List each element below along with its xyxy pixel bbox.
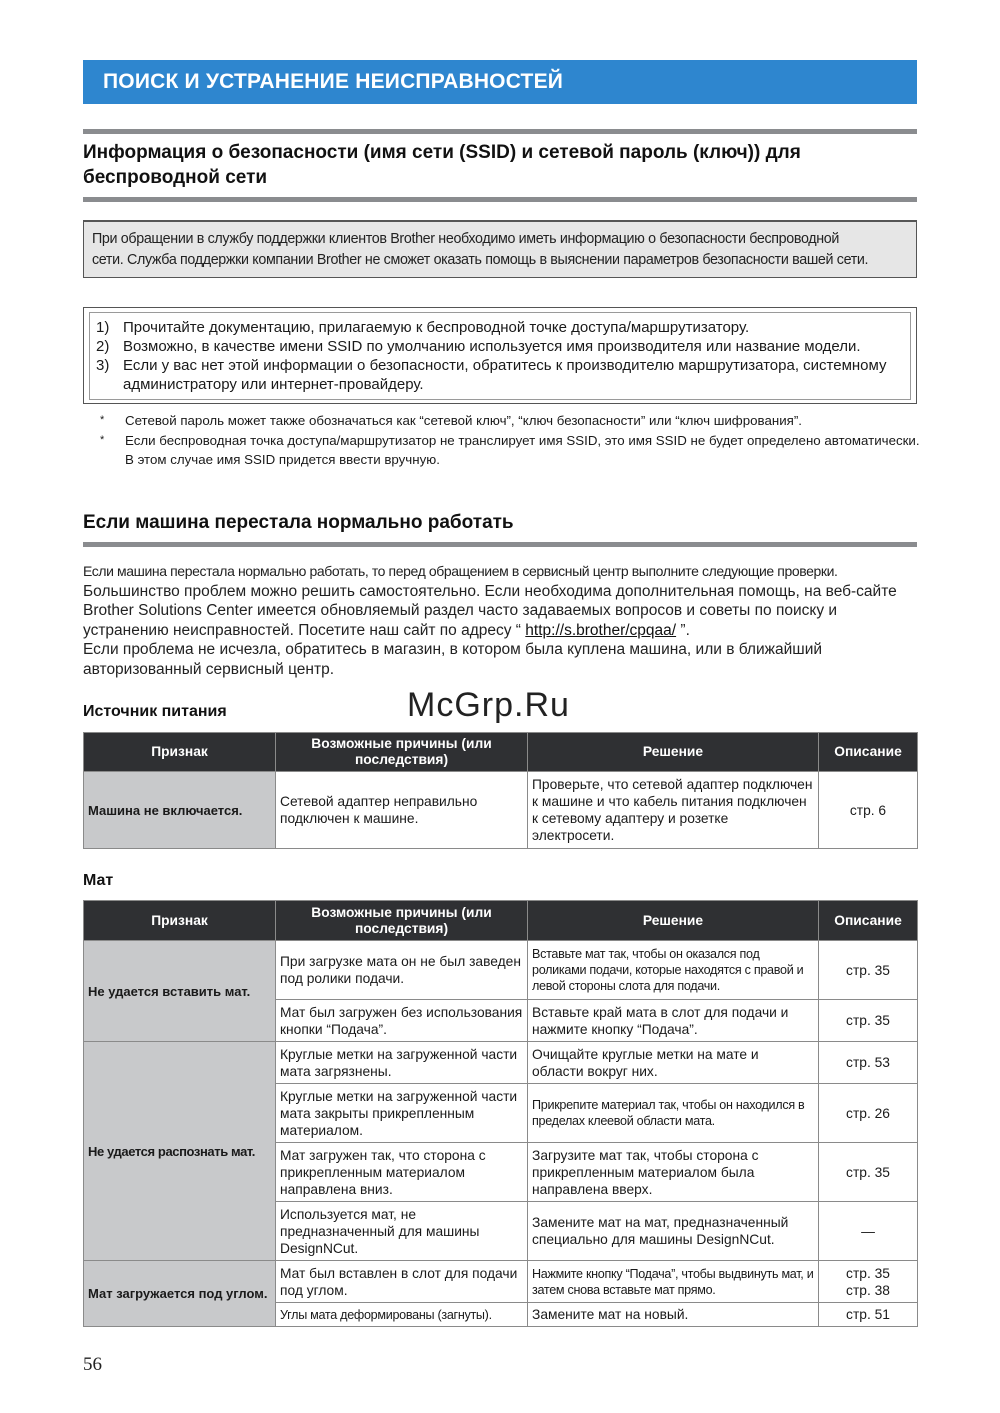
cause-cell: Используется мат, не предназначенный для машины DesignNCut. [276, 1202, 528, 1261]
ref-cell: стр. 26 [819, 1084, 918, 1143]
divider [83, 542, 917, 547]
ref-cell: стр. 51 [819, 1303, 918, 1327]
step-item [96, 337, 904, 356]
section-title-security [83, 140, 917, 190]
section-title-line: беспроводной сети [83, 167, 268, 188]
step-number: 3) [96, 357, 110, 374]
ref-cell: стр. 35 [819, 941, 918, 1000]
step-text: Если у вас нет этой информации о безопасности, обратитесь к производителю маршрутизатора, системному администратору или интернет-провайдеру. [123, 357, 887, 393]
footnotes [100, 411, 920, 470]
divider [83, 129, 917, 134]
table-row [84, 1261, 918, 1303]
solution-cell: Вставьте край мата в слот для подачи и нажмите кнопку “Подача”. [528, 1000, 819, 1042]
step-text: Возможно, в качестве имени SSID по умолчанию используется имя производителя или название модели. [123, 338, 861, 355]
header-cause: Возможные причины (или последствия) [276, 733, 528, 772]
watermark: McGrp.Ru [407, 686, 570, 724]
notice-box [83, 220, 917, 278]
support-link[interactable]: http://s.brother/cpqaa/ [525, 621, 677, 639]
cause-cell: Мат был загружен без использования кнопки “Подача”. [276, 1000, 528, 1042]
subsection-title-mat: Мат [83, 872, 114, 889]
step-number: 2) [96, 338, 110, 355]
ref-cell: стр. 35 [819, 1000, 918, 1042]
power-table [83, 732, 918, 849]
intro-line [83, 582, 923, 641]
cause-cell: Круглые метки на загруженной части мата загрязнены. [276, 1042, 528, 1084]
footnote-text: Если беспроводная точка доступа/маршрутизатор не транслирует имя SSID, это имя SSID не будет определено автоматически. В этом случае имя SSID придется ввести вручную. [125, 433, 920, 467]
header-symptom: Признак [84, 901, 276, 941]
ref-value: стр. 35 [846, 1265, 890, 1281]
footnote-mark: * [100, 434, 105, 446]
intro-line: Если машина перестала нормально работать, то перед обращением в сервисный центр выполните следующие проверки. [83, 563, 838, 579]
intro-paragraph [83, 562, 923, 679]
solution-cell: Вставьте мат так, чтобы он оказался под роликами подачи, которые находятся с правой и левой стороны слота для подачи. [528, 941, 819, 1000]
ref-cell [819, 1261, 918, 1303]
page-number: 56 [83, 1354, 102, 1375]
footnote [100, 411, 920, 430]
header-cause: Возможные причины (или последствия) [276, 901, 528, 941]
header-ref: Описание [819, 901, 918, 941]
cause-cell: Углы мата деформированы (загнуты). [276, 1303, 528, 1327]
ref-cell: стр. 6 [819, 772, 918, 849]
step-item [96, 318, 904, 337]
cause-cell: Мат загружен так, что сторона с прикрепленным материалом направлена вниз. [276, 1143, 528, 1202]
step-item [96, 356, 904, 394]
symptom-cell: Машина не включается. [84, 772, 276, 849]
solution-cell: Замените мат на мат, предназначенный специально для машины DesignNCut. [528, 1202, 819, 1261]
cause-cell: Сетевой адаптер неправильно подключен к машине. [276, 772, 528, 849]
step-number: 1) [96, 319, 110, 336]
table-row [84, 1042, 918, 1084]
solution-cell: Очищайте круглые метки на мате и области вокруг них. [528, 1042, 819, 1084]
solution-cell: Нажмите кнопку “Подача”, чтобы выдвинуть мат, и затем снова вставьте мат прямо. [528, 1261, 819, 1303]
ref-cell: — [819, 1202, 918, 1261]
symptom-cell: Не удается вставить мат. [84, 941, 276, 1042]
header-ref: Описание [819, 733, 918, 772]
solution-cell: Прикрепите материал так, чтобы он находился в пределах клеевой области мата. [528, 1084, 819, 1143]
cause-cell: Круглые метки на загруженной части мата закрыты прикрепленным материалом. [276, 1084, 528, 1143]
footnote-mark: * [100, 414, 105, 426]
ref-value: стр. 38 [846, 1282, 890, 1298]
symptom-cell: Мат загружается под углом. [84, 1261, 276, 1327]
table-header-row [84, 733, 918, 772]
intro-text: ”. [680, 621, 690, 639]
step-text: Прочитайте документацию, прилагаемую к беспроводной точке доступа/маршрутизатору. [123, 319, 750, 336]
symptom-cell: Не удается распознать мат. [84, 1042, 276, 1261]
table-row [84, 941, 918, 1000]
notice-line: сети. Служба поддержки компании Brother не сможет оказать помощь в выяснении параметров безопасности вашей сети. [92, 252, 869, 268]
solution-cell: Проверьте, что сетевой адаптер подключен к машине и что кабель питания подключен к сетевому адаптеру и розетке электросети. [528, 772, 819, 849]
footnote-text: Сетевой пароль может также обозначаться как “сетевой ключ”, “ключ безопасности” или “ключ шифрования”. [125, 413, 802, 428]
section-banner: ПОИСК И УСТРАНЕНИЕ НЕИСПРАВНОСТЕЙ [83, 60, 917, 104]
mat-table [83, 900, 918, 1327]
notice-line: При обращении в службу поддержки клиентов Brother необходимо иметь информацию о безопасности беспроводной [92, 231, 840, 247]
cause-cell: Мат был вставлен в слот для подачи под углом. [276, 1261, 528, 1303]
header-symptom: Признак [84, 733, 276, 772]
intro-line: Если проблема не исчезла, обратитесь в магазин, в котором была куплена машина, или в ближайший авторизованный сервисный центр. [83, 641, 823, 678]
header-solution: Решение [528, 733, 819, 772]
section-title-line: Информация о безопасности (имя сети (SSID) и сетевой пароль (ключ)) для [83, 142, 801, 163]
table-header-row [84, 901, 918, 941]
divider [83, 197, 917, 202]
ref-cell: стр. 35 [819, 1143, 918, 1202]
header-solution: Решение [528, 901, 819, 941]
footnote [100, 431, 920, 469]
ref-cell: стр. 53 [819, 1042, 918, 1084]
solution-cell: Загрузите мат так, чтобы сторона с прикрепленным материалом была направлена вверх. [528, 1143, 819, 1202]
subsection-title-power: Источник питания [83, 703, 227, 720]
solution-cell: Замените мат на новый. [528, 1303, 819, 1327]
cause-cell: При загрузке мата он не был заведен под ролики подачи. [276, 941, 528, 1000]
steps-box [83, 307, 917, 404]
table-row [84, 772, 918, 849]
intro-text: Большинство проблем можно решить самостоятельно. Если необходима дополнительная помощь, на веб-сайте Brother Solutions Center имеется обновляемый раздел часто задаваемых вопросов и советы по поиску и устранению неисправностей. Посетите наш сайт по адресу “ [83, 582, 897, 639]
section-title-malfunction: Если машина перестала нормально работать [83, 512, 514, 533]
